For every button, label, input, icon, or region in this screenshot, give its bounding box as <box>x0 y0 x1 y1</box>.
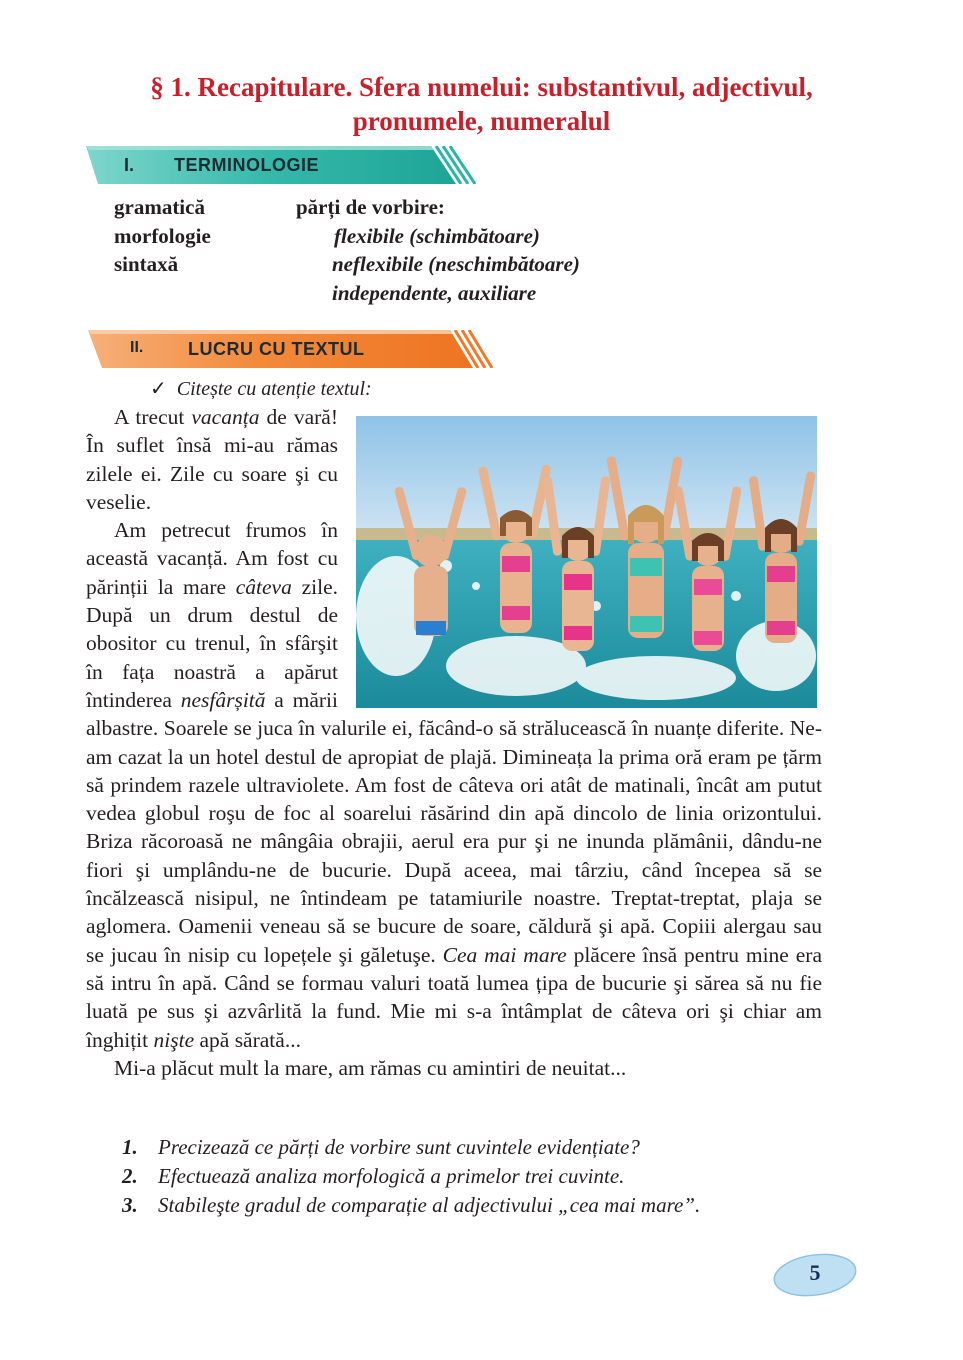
text-run: de vară! În suflet însă mi-au rămas zilele ei. Zile cu soare şi cu veselie. <box>86 405 338 514</box>
highlighted-word: Cea mai mare <box>442 942 567 967</box>
section-banner-text-work <box>88 330 498 368</box>
terms-right-column <box>296 193 580 307</box>
task-number: 2. <box>122 1164 138 1188</box>
terms-left-column <box>114 193 211 279</box>
highlighted-word: nişte <box>153 1027 195 1052</box>
section-label: LUCRU CU TEXTUL <box>188 339 365 359</box>
text-run: a mării albastre. Soarele se juca în valurile ei, făcând-o să strălucească în nuanțe diferite. Ne-am cazat la un hotel destul de apropiat de plajă. Dimineața la prima oră eram pe țărm să prindem razele ultraviolete. Am fost de câteva ori atât de matinali, încât am putut vedea globul roşu de foc al soarelui răsărind din apă dincolo de linia orizontului. Briza răcoroasă ne mângâia obrajii, aerul era pur şi ne inunda plămânii, dându-ne fiori şi umplându-ne de bucurie. După aceea, mai târziu, când începea să se încălzească nisipul, ne întindeam pe tatamiurile noastre. Treptat-treptat, plaja se aglomera. Oamenii veneau să se bucure de soare, căldură şi apă. Copiii alergau sau se jucau în nisip cu lopețele şi găletuşe. <box>86 687 822 967</box>
highlighted-word: nesfârșită <box>180 687 266 712</box>
page-number: 5 <box>809 1260 821 1285</box>
check-icon: ✓ <box>150 378 167 400</box>
section-number: II. <box>130 339 144 356</box>
text-run: A trecut <box>114 405 192 429</box>
instruction-text: Citește cu atenție textul: <box>176 378 372 400</box>
task-number: 1. <box>122 1135 138 1159</box>
section-label: TERMINOLOGIE <box>174 155 319 175</box>
page-title-line-1: § 1. Recapitulare. Sfera numelui: substantivul, adjectivul, <box>150 72 813 102</box>
task-text: Precizează ce părți de vorbire sunt cuvintele evidențiate? <box>158 1135 640 1159</box>
section-banner-terminology <box>86 146 476 184</box>
task-item <box>122 1133 842 1162</box>
term-item: gramatică <box>114 195 205 219</box>
reading-instruction <box>150 376 372 401</box>
task-list <box>122 1133 842 1220</box>
page-number-badge <box>772 1252 858 1298</box>
task-item <box>122 1162 842 1191</box>
text-run: zile. După un drum destul de obositor cu trenul, în sfârşit în fața noastră a apărut întinderea <box>86 574 338 712</box>
reading-text <box>86 403 822 1082</box>
term-item: morfologie <box>114 223 211 248</box>
page-title <box>60 70 903 138</box>
task-number: 3. <box>122 1193 138 1217</box>
task-text: Efectuează analiza morfologică a primelor trei cuvinte. <box>158 1164 625 1188</box>
text-run: apă sărată... <box>194 1027 301 1052</box>
highlighted-word: vacanța <box>191 405 260 429</box>
term-item: sintaxă <box>114 252 179 276</box>
term-subitem: neflexibile (neschimbătoare) <box>332 252 580 276</box>
term-subitem: flexibile (schimbătoare) <box>334 223 540 248</box>
term-subitem: independente, auxiliare <box>332 280 537 305</box>
task-item <box>122 1191 842 1220</box>
highlighted-word: câteva <box>235 574 292 599</box>
task-text: Stabileşte gradul de comparație al adjectivului „cea mai mare”. <box>158 1193 701 1217</box>
photo-spacer <box>338 403 822 713</box>
text-paragraph-3: Mi-a plăcut mult la mare, am rămas cu amintiri de neuitat... <box>114 1055 627 1080</box>
text-run: Am petrecut frumos în această vacanță. Am fost cu părinții la mare <box>86 518 338 599</box>
section-number: I. <box>124 155 135 175</box>
parts-of-speech-heading: părți de vorbire: <box>296 195 445 219</box>
page-title-line-2: pronumele, numeralul <box>352 106 611 136</box>
text-run: plăcere însă pentru mine era să intru în apă. Când se formau valuri toată lumea țipa de bucurie şi sărea să nu fie luată pe sus şi azvârlită la fund. Mie mi s-a întâmplat de câteva ori şi chiar am înghițit <box>86 942 822 1052</box>
